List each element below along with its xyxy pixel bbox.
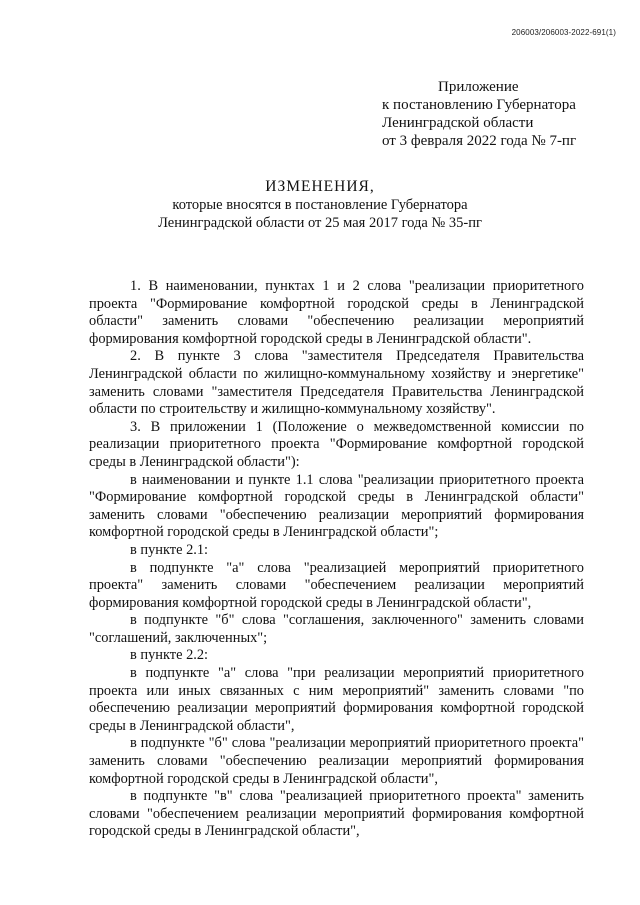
paragraph-subitem: в пункте 2.1: bbox=[130, 541, 209, 558]
paragraph-subitem: в подпункте "а" слова "реализацией мероприятий приоритетного проекта" заменить словами "обеспечением реализации мероприятий формирования комфортной городской среды в Ленинградской области", bbox=[89, 559, 584, 611]
appendix-reference: к постановлению Губернатора bbox=[382, 97, 576, 113]
paragraph-subitem: в подпункте "б" слова "реализации мероприятий приоритетного проекта" заменить словами "обеспечению реализации мероприятий формирования комфортной городской среды в Ленинградской области", bbox=[89, 735, 584, 787]
paragraph-item-2: 2. В пункте 3 слова "заместителя Председателя Правительства Ленинградской области по жилищно-коммунальному хозяйству и энергетике" заменить словами "заместителя Председателя Правительства Ленинградской области по строительству и жилищно-коммунальному хозяйству". bbox=[89, 348, 584, 418]
paragraph-subitem: в подпункте "б" слова "соглашения, заключенного" заменить словами "соглашений, заключенных"; bbox=[89, 612, 584, 646]
paragraph-subitem: в пункте 2.2: bbox=[130, 647, 209, 664]
document-code: 206003/206003-2022-691(1) bbox=[511, 28, 616, 37]
appendix-block bbox=[382, 78, 622, 150]
paragraph-subitem: в подпункте "а" слова "при реализации мероприятий приоритетного проекта или иных связанных с ним мероприятий" заменить словами "по обеспечению реализации мероприятий формирования комфортной городской среды в Ленинградской области", bbox=[89, 665, 584, 734]
subtitle-line-1: которые вносятся в постановление Губернатора bbox=[172, 197, 468, 213]
document-title: ИЗМЕНЕНИЯ, bbox=[265, 178, 375, 195]
appendix-region: Ленинградской области bbox=[382, 115, 534, 131]
appendix-date-number: от 3 февраля 2022 года № 7-пг bbox=[382, 133, 577, 149]
appendix-label: Приложение bbox=[438, 79, 519, 95]
document-body bbox=[89, 278, 584, 841]
paragraph-item-3: 3. В приложении 1 (Положение о межведомственной комиссии по реализации приоритетного проекта "Формирование комфортной городской среды в Ленинградской области"): bbox=[89, 418, 584, 470]
paragraph-item-1: 1. В наименовании, пунктах 1 и 2 слова "реализации приоритетного проекта "Формирование комфортной городской среды в Ленинградской области" заменить словами "обеспечению реализации мероприятий формирования комфортной городской среды в Ленинградской области". bbox=[89, 278, 584, 347]
paragraph-subitem: в подпункте "в" слова "реализацией приоритетного проекта" заменить словами "обеспечением реализации мероприятий формирования комфортной городской среды в Ленинградской области", bbox=[89, 788, 584, 840]
document-subtitle bbox=[0, 196, 640, 232]
subtitle-line-2: Ленинградской области от 25 мая 2017 года № 35-пг bbox=[158, 215, 482, 231]
paragraph-subitem: в наименовании и пункте 1.1 слова "реализации приоритетного проекта "Формирование комфортной городской среды в Ленинградской области" заменить словами "обеспечению реализации мероприятий формирования комфортной городской среды в Ленинградской области"; bbox=[89, 471, 584, 541]
